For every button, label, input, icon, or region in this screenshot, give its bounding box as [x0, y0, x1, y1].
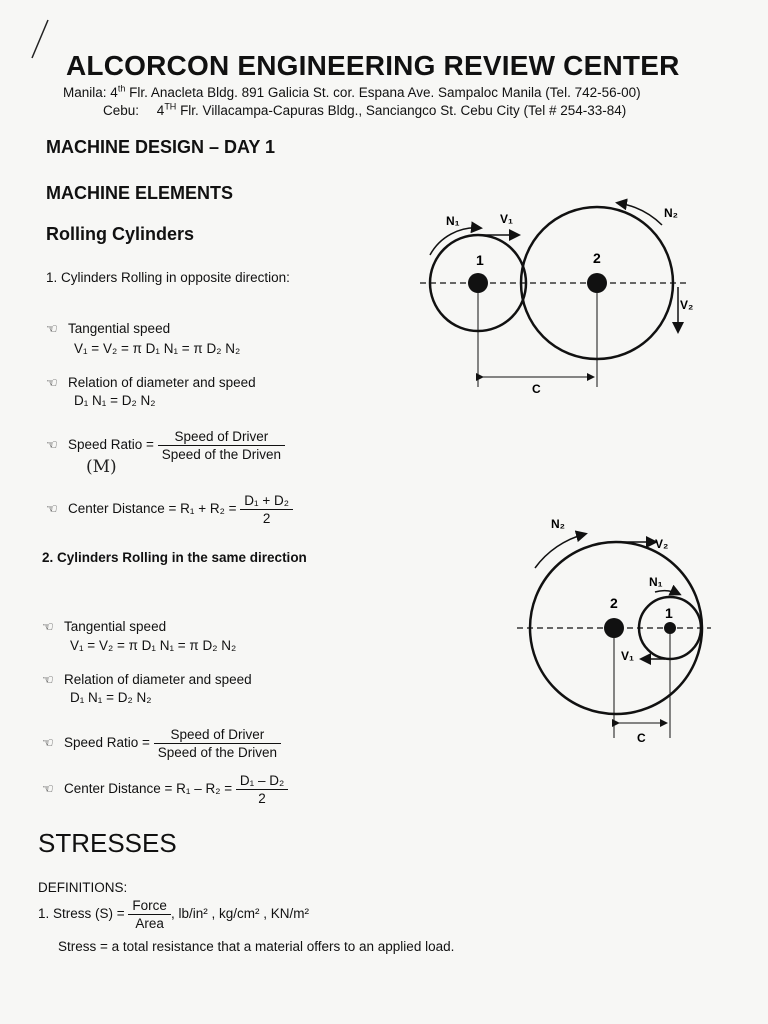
ratio-fraction: [154, 727, 281, 760]
center-numerator: D₁ + D₂: [240, 493, 293, 510]
label-v2: V₂: [655, 537, 669, 551]
center-denominator: 2: [258, 791, 266, 806]
center-fraction: [236, 773, 288, 806]
bullet-arrow-icon: ☜: [42, 619, 54, 634]
label-n2: N₂: [551, 517, 565, 531]
stresses-heading: STRESSES: [38, 828, 177, 858]
label-n1: N₁: [649, 575, 663, 589]
manila-floor: 4: [110, 85, 118, 100]
definitions-label: DEFINITIONS:: [38, 880, 128, 895]
stress-units: , lb/in² , kg/cm² , KN/m²: [170, 906, 309, 922]
part2-relation-eq: D₁ N₁ = D₂ N₂: [70, 690, 152, 705]
manila-rest: Flr. Anacleta Bldg. 891 Galicia St. cor. Espana Ave. Sampaloc Manila (Tel. 742-56-00): [125, 85, 641, 100]
relation-label: Relation of diameter and speed: [68, 375, 256, 390]
ratio-numerator: Speed of Driver: [158, 429, 285, 446]
label-cyl-1: 1: [476, 252, 484, 268]
course-heading: MACHINE DESIGN – DAY 1: [46, 137, 276, 157]
document-title: ALCORCON ENGINEERING REVIEW CENTER: [66, 50, 680, 81]
cebu-rest: Flr. Villacampa-Capuras Bldg., Sanciangco St. Cebu City (Tel # 254-33-84): [176, 103, 627, 118]
part1-ratio: [46, 429, 285, 462]
handwritten-note: (M): [86, 457, 117, 477]
ratio-numerator: Speed of Driver: [154, 727, 281, 744]
label-n1: N₁: [446, 214, 460, 228]
label-c: C: [532, 382, 541, 396]
ratio-denominator: Speed of the Driven: [161, 447, 282, 462]
label-v1: V₁: [621, 649, 634, 663]
tangential-label: Tangential speed: [68, 321, 171, 336]
part1-tangential: [46, 321, 170, 337]
part2-center: [42, 773, 288, 806]
tangential-label: Tangential speed: [64, 619, 167, 634]
stress-definition: [38, 898, 309, 931]
relation-label: Relation of diameter and speed: [64, 672, 252, 687]
section-heading: MACHINE ELEMENTS: [46, 183, 234, 203]
topic-heading: Rolling Cylinders: [46, 224, 195, 244]
part2-relation: [42, 672, 252, 688]
center-fraction: [240, 493, 293, 526]
label-v2: V₂: [680, 298, 694, 312]
bullet-arrow-icon: ☜: [42, 735, 54, 751]
label-cyl-2: 2: [593, 250, 601, 266]
stress-denominator: Area: [135, 916, 164, 931]
bullet-arrow-icon: ☜: [42, 672, 54, 687]
stress-numerator: Force: [128, 898, 171, 915]
manila-label: Manila:: [63, 85, 107, 100]
cebu-floor-sup: TH: [164, 101, 177, 112]
cebu-label: Cebu:: [103, 103, 140, 118]
part1-tangential-eq: V₁ = V₂ = π D₁ N₁ = π D₂ N₂: [74, 341, 241, 356]
label-n2: N₂: [664, 206, 678, 220]
part1-relation: [46, 375, 256, 391]
bullet-arrow-icon: ☜: [46, 375, 58, 390]
part1-relation-eq: D₁ N₁ = D₂ N₂: [74, 393, 156, 408]
center-denominator: 2: [262, 511, 271, 526]
stress-formula-label: 1. Stress (S) =: [38, 906, 125, 922]
ratio-denominator: Speed of the Driven: [157, 745, 278, 760]
part2-tangential: [42, 619, 166, 635]
manila-floor-sup: th: [117, 83, 126, 94]
diagram-same-direction: [515, 510, 715, 750]
part2-ratio: [42, 727, 281, 760]
part2-heading: 2. Cylinders Rolling in the same direction: [42, 550, 307, 565]
rotation-arrow-n1: [655, 591, 679, 594]
diagram-opposite-direction: [410, 195, 710, 405]
part2-tangential-eq: V₁ = V₂ = π D₁ N₁ = π D₂ N₂: [70, 638, 237, 653]
center-label: Center Distance = R₁ – R₂ =: [64, 781, 233, 797]
bullet-arrow-icon: ☜: [46, 321, 58, 336]
part1-heading: 1. Cylinders Rolling in opposite direction:: [46, 270, 290, 285]
center-1: [664, 622, 676, 634]
ratio-fraction: [158, 429, 285, 462]
label-c: C: [637, 731, 646, 745]
label-v1: V₁: [500, 212, 513, 226]
bullet-arrow-icon: ☜: [46, 501, 58, 517]
manila-address: [63, 85, 641, 100]
ratio-label: Speed Ratio =: [64, 735, 150, 751]
center-2: [587, 273, 607, 293]
center-numerator: D₁ – D₂: [236, 773, 288, 790]
center-1: [468, 273, 488, 293]
center-2: [604, 618, 624, 638]
center-label: Center Distance = R₁ + R₂ =: [68, 501, 237, 517]
cebu-floor: 4: [156, 103, 165, 118]
label-cyl-2: 2: [610, 595, 618, 611]
bullet-arrow-icon: ☜: [46, 437, 58, 453]
bullet-arrow-icon: ☜: [42, 781, 54, 797]
part1-center: [46, 493, 293, 526]
ratio-label: Speed Ratio =: [68, 437, 154, 453]
stress-description: Stress = a total resistance that a material offers to an applied load.: [58, 939, 455, 954]
label-cyl-1: 1: [665, 605, 673, 621]
pen-mark: [28, 18, 52, 62]
cebu-address: [103, 103, 626, 118]
stress-fraction: [128, 898, 171, 931]
